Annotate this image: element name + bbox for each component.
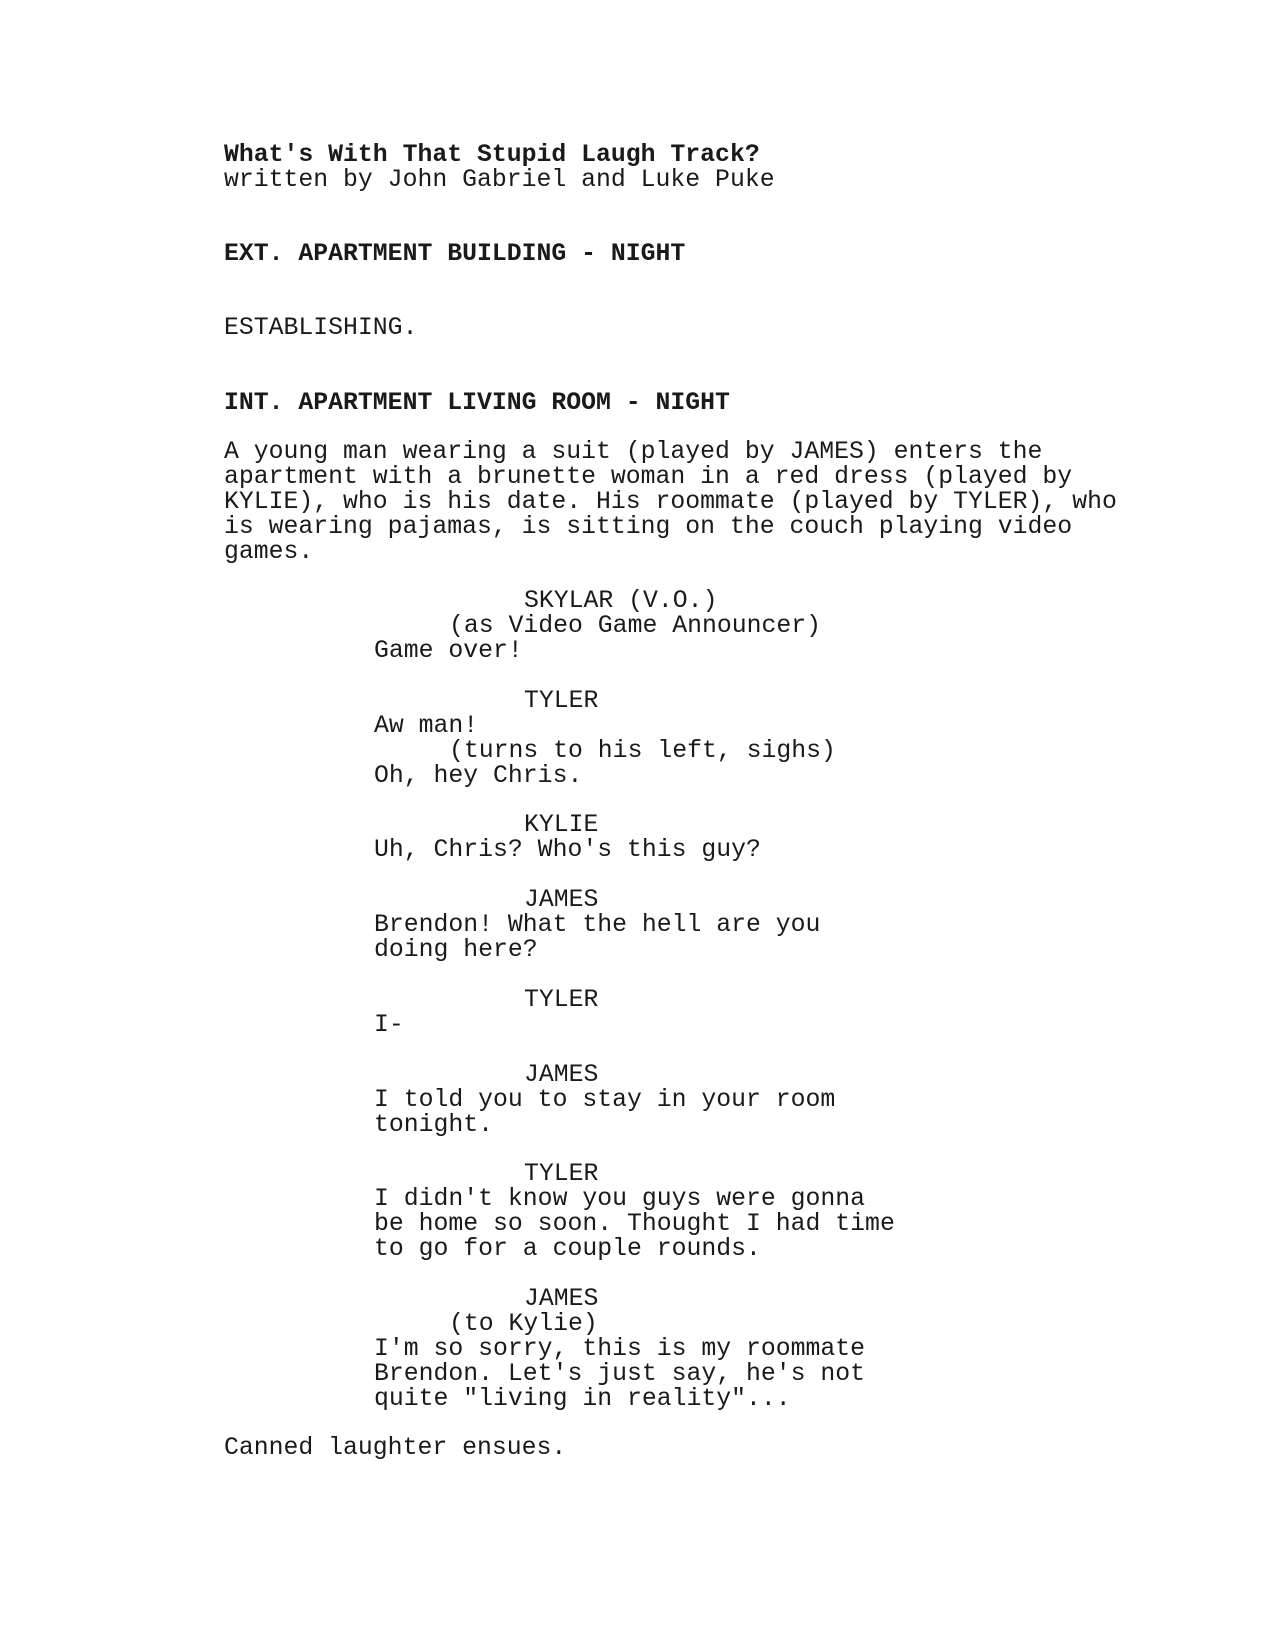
- dialogue-line: quite "living in reality"...: [374, 1385, 791, 1413]
- script-byline: written by John Gabriel and Luke Puke: [224, 166, 775, 194]
- script-title: What's With That Stupid Laugh Track?: [224, 141, 760, 169]
- action-text: Canned laughter ensues.: [224, 1434, 567, 1462]
- character-name: SKYLAR (V.O.): [524, 587, 718, 615]
- dialogue-line: doing here?: [374, 936, 538, 964]
- dialogue-line: to go for a couple rounds.: [374, 1235, 761, 1263]
- character-name: TYLER: [524, 986, 599, 1014]
- action-line: apartment with a brunette woman in a red dress (played by: [224, 463, 1073, 491]
- character-name: TYLER: [524, 1160, 599, 1188]
- dialogue-line: Brendon. Let's just say, he's not: [374, 1360, 866, 1388]
- parenthetical: (turns to his left, sighs): [449, 737, 836, 765]
- action-line: is wearing pajamas, is sitting on the couch playing video: [224, 513, 1073, 541]
- dialogue-line: I didn't know you guys were gonna: [374, 1185, 866, 1213]
- scene-heading: EXT. APARTMENT BUILDING - NIGHT: [224, 240, 686, 268]
- dialogue-line: I-: [374, 1011, 404, 1039]
- dialogue-line: I'm so sorry, this is my roommate: [374, 1335, 866, 1363]
- parenthetical: (as Video Game Announcer): [449, 612, 822, 640]
- character-name: JAMES: [524, 1061, 599, 1089]
- action-text: ESTABLISHING.: [224, 314, 418, 342]
- action-line: games.: [224, 538, 314, 566]
- dialogue-line: Aw man!: [374, 712, 479, 740]
- dialogue-line: Brendon! What the hell are you: [374, 911, 821, 939]
- character-name: JAMES: [524, 886, 599, 914]
- character-name: JAMES: [524, 1285, 599, 1313]
- character-name: TYLER: [524, 687, 599, 715]
- action-line: KYLIE), who is his date. His roommate (played by TYLER), who: [224, 488, 1117, 516]
- dialogue-line: be home so soon. Thought I had time: [374, 1210, 895, 1238]
- action-line: A young man wearing a suit (played by JAMES) enters the: [224, 438, 1043, 466]
- dialogue-line: Uh, Chris? Who's this guy?: [374, 836, 761, 864]
- dialogue-line: Oh, hey Chris.: [374, 762, 583, 790]
- parenthetical: (to Kylie): [449, 1310, 598, 1338]
- dialogue-line: I told you to stay in your room: [374, 1086, 836, 1114]
- character-name: KYLIE: [524, 811, 599, 839]
- dialogue-line: tonight.: [374, 1111, 494, 1139]
- scene-heading: INT. APARTMENT LIVING ROOM - NIGHT: [224, 389, 730, 417]
- dialogue-line: Game over!: [374, 637, 523, 665]
